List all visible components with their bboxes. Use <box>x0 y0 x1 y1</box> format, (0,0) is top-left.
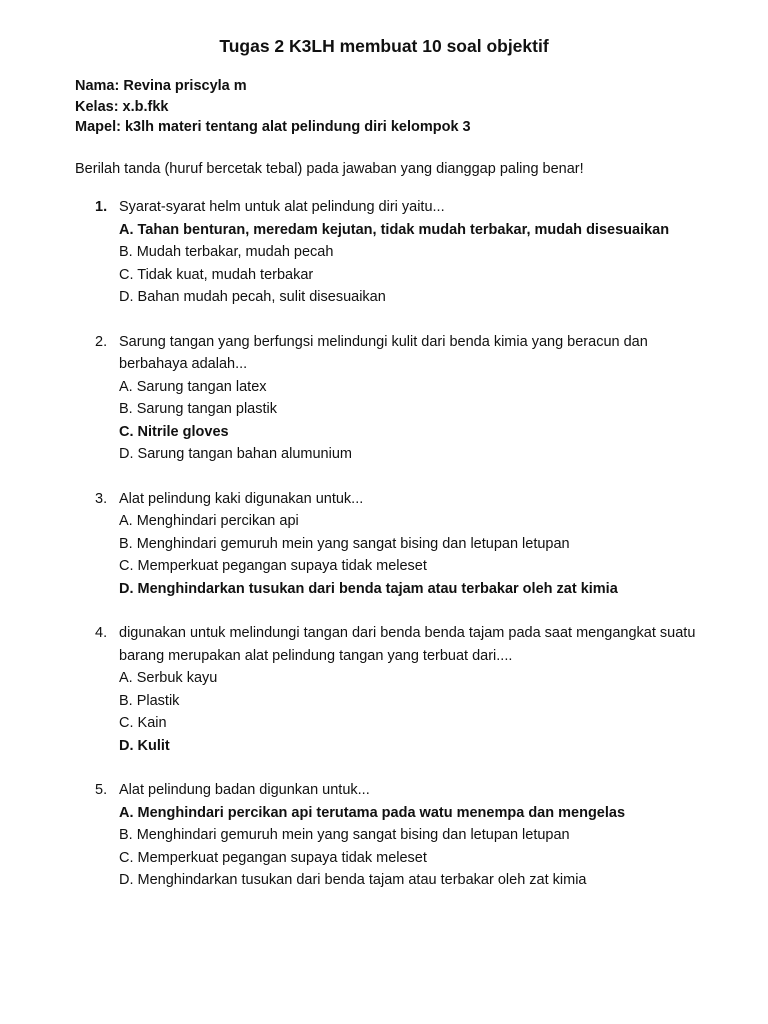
answer-option: C. Memperkuat pegangan supaya tidak meleset <box>119 849 427 866</box>
answer-option: A. Menghindari percikan api <box>119 513 299 529</box>
option-list <box>119 376 712 466</box>
answer-option: B. Plastik <box>119 692 180 709</box>
question-text: Alat pelindung badan digunkan untuk... <box>119 782 370 798</box>
question-2 <box>0 331 768 466</box>
subject: Mapel: k3lh materi tentang alat pelindung diri kelompok 3 <box>75 119 471 135</box>
question-text: Sarung tangan yang berfungsi melindungi kulit dari benda kimia yang beracun dan berbahaya adalah... <box>119 333 648 372</box>
question-4 <box>0 622 768 757</box>
question-list <box>0 196 768 914</box>
question-3 <box>0 488 768 601</box>
answer-option: D. Kulit <box>119 737 170 754</box>
question-text: digunakan untuk melindungi tangan dari benda benda tajam pada saat mengangkat suatu barang merupakan alat pelindung tangan yang terbuat dari.... <box>119 625 696 664</box>
question-number: 3. <box>95 490 108 507</box>
answer-option: A. Tahan benturan, meredam kejutan, tidak mudah terbakar, mudah disesuaikan <box>119 221 670 238</box>
answer-option: B. Mudah terbakar, mudah pecah <box>119 244 334 260</box>
answer-option: A. Serbuk kayu <box>119 670 218 686</box>
answer-option: B. Menghindari gemuruh mein yang sangat bising dan letupan letupan <box>119 535 570 552</box>
answer-option: A. Sarung tangan latex <box>119 378 267 395</box>
question-number: 5. <box>95 782 108 798</box>
question-5 <box>0 779 768 892</box>
question-text: Syarat-syarat helm untuk alat pelindung diri yaitu... <box>119 199 445 215</box>
answer-option: C. Memperkuat pegangan supaya tidak meleset <box>119 558 427 574</box>
question-text: Alat pelindung kaki digunakan untuk... <box>119 490 364 507</box>
option-list <box>119 802 712 892</box>
question-number: 2. <box>95 333 108 350</box>
document-title: Tugas 2 K3LH membuat 10 soal objektif <box>219 36 549 56</box>
answer-option: B. Sarung tangan plastik <box>119 401 277 417</box>
student-name: Nama: Revina priscyla m <box>75 78 247 94</box>
option-list <box>119 219 712 309</box>
student-info <box>75 76 471 138</box>
question-1 <box>0 196 768 309</box>
answer-option: D. Menghindarkan tusukan dari benda tajam atau terbakar oleh zat kimia <box>119 872 587 888</box>
answer-option: B. Menghindari gemuruh mein yang sangat bising dan letupan letupan <box>119 827 570 843</box>
answer-option: D. Sarung tangan bahan alumunium <box>119 446 352 462</box>
answer-option: A. Menghindari percikan api terutama pada watu menempa dan mengelas <box>119 804 626 821</box>
answer-option: C. Nitrile gloves <box>119 423 229 440</box>
answer-option: D. Bahan mudah pecah, sulit disesuaikan <box>119 289 386 305</box>
instruction-text: Berilah tanda (huruf bercetak tebal) pada jawaban yang dianggap paling benar! <box>75 161 584 177</box>
answer-option: D. Menghindarkan tusukan dari benda tajam atau terbakar oleh zat kimia <box>119 580 618 597</box>
option-list <box>119 667 712 757</box>
question-number: 1. <box>95 199 108 215</box>
answer-option: C. Tidak kuat, mudah terbakar <box>119 266 314 283</box>
option-list <box>119 510 712 600</box>
question-number: 4. <box>95 625 108 641</box>
answer-option: C. Kain <box>119 715 167 731</box>
student-class: Kelas: x.b.fkk <box>75 98 169 115</box>
